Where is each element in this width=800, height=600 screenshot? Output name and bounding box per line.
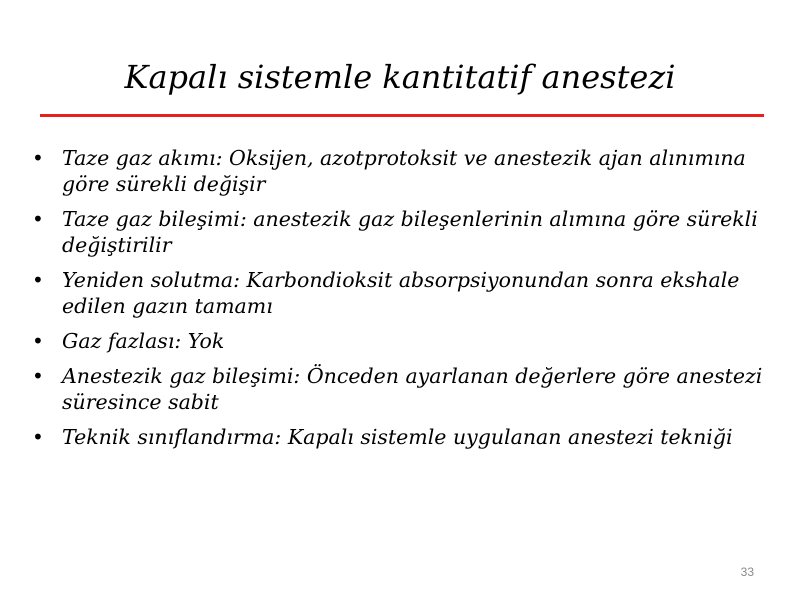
bullet-icon: •	[32, 329, 44, 353]
bullet-text: Taze gaz akımı: Oksijen, azotprotoksit ve anestezik ajan alınımına göre sürekli değişir	[62, 146, 746, 196]
bullet-icon: •	[32, 146, 44, 170]
bullet-text: Teknik sınıflandırma: Kapalı sistemle uygulanan anestezi tekniği	[62, 425, 733, 449]
bullet-text: Anestezik gaz bileşimi: Önceden ayarlanan değerlere göre anestezi süresince sabit	[62, 364, 763, 414]
page-number: 33	[740, 565, 754, 579]
bullet-text: Taze gaz bileşimi: anestezik gaz bileşenlerinin alımına göre sürekli değiştirilir	[62, 207, 758, 257]
bullet-text: Gaz fazlası: Yok	[62, 329, 225, 353]
bullet-icon: •	[32, 268, 44, 292]
bullet-item	[30, 206, 770, 258]
bullet-item	[30, 267, 770, 319]
bullet-item	[30, 363, 770, 415]
bullet-item	[30, 145, 770, 197]
bullet-text: Yeniden solutma: Karbondioksit absorpsiyonundan sonra ekshale edilen gazın tamamı	[62, 268, 740, 318]
bullet-item	[30, 424, 770, 450]
bullet-icon: •	[32, 207, 44, 231]
bullet-icon: •	[32, 425, 44, 449]
bullet-icon: •	[32, 364, 44, 388]
title-divider	[40, 114, 764, 117]
slide-title: Kapalı sistemle kantitatif anestezi	[124, 58, 676, 96]
bullet-item	[30, 328, 770, 354]
bullet-list	[30, 145, 770, 459]
